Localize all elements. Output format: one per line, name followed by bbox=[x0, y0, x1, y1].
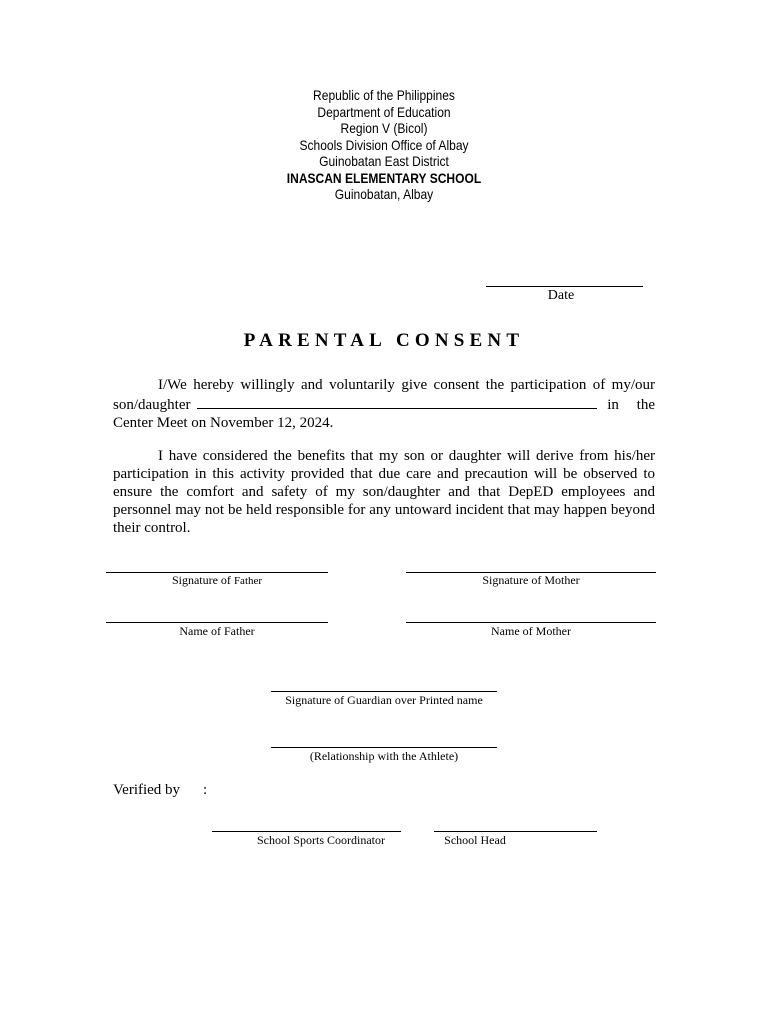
in-the-label: in the bbox=[607, 397, 655, 413]
relationship-label: (Relationship with the Athlete) bbox=[309, 749, 459, 763]
header-location: Guinobatan, Albay bbox=[334, 186, 434, 202]
mother-name-label: Name of Mother bbox=[491, 624, 571, 638]
document-title: PARENTAL CONSENT bbox=[243, 330, 525, 351]
coordinator-signature-line[interactable] bbox=[212, 831, 401, 832]
son-daughter-label: son/daughter bbox=[113, 397, 191, 413]
father-word: Father bbox=[233, 575, 263, 587]
father-signature-prefix: Signature of bbox=[171, 573, 234, 587]
verified-by-label: Verified by bbox=[113, 782, 181, 798]
father-name-line[interactable] bbox=[106, 622, 328, 623]
letterhead bbox=[54, 87, 714, 203]
father-signature-label bbox=[106, 573, 328, 588]
header-line-district: Guinobatan East District bbox=[319, 153, 449, 169]
child-name-field[interactable] bbox=[197, 394, 597, 409]
father-name-label: Name of Father bbox=[179, 624, 255, 638]
consent-line-1: I/We hereby willingly and voluntarily give consent the participation of my/our bbox=[158, 377, 655, 393]
verified-by-colon: : bbox=[203, 782, 208, 798]
consent-line-3: Center Meet on November 12, 2024. bbox=[113, 415, 334, 431]
school-head-signature-line[interactable] bbox=[434, 831, 597, 832]
mother-signature-label: Signature of Mother bbox=[482, 573, 580, 587]
guardian-signature-label: Signature of Guardian over Printed name bbox=[285, 693, 483, 707]
mother-name-line[interactable] bbox=[406, 622, 656, 623]
date-line[interactable] bbox=[486, 286, 643, 287]
header-school-name: INASCAN ELEMENTARY SCHOOL bbox=[286, 169, 482, 186]
header-line-region: Region V (Bicol) bbox=[340, 120, 428, 136]
benefits-text: I have considered the benefits that my son or daughter will derive from his/her participation in this activity provided that due care and precaution will be observed to ensure the comfort and safety of my son/daughter and that DepED employees and personnel may not be held responsible for any untoward incident that may happen beyond their control. bbox=[113, 448, 655, 536]
date-label: Date bbox=[547, 288, 575, 303]
consent-paragraph bbox=[113, 376, 655, 432]
school-head-label: School Head bbox=[444, 833, 506, 847]
header-line-department: Department of Education bbox=[317, 103, 451, 120]
guardian-signature-line[interactable] bbox=[271, 691, 497, 692]
benefits-paragraph bbox=[113, 447, 655, 537]
header-line-division: Schools Division Office of Albay bbox=[299, 136, 469, 153]
relationship-line[interactable] bbox=[271, 747, 497, 748]
header-line-country: Republic of the Philippines bbox=[313, 87, 455, 103]
coordinator-label: School Sports Coordinator bbox=[257, 833, 385, 847]
consent-line-2 bbox=[113, 394, 655, 414]
